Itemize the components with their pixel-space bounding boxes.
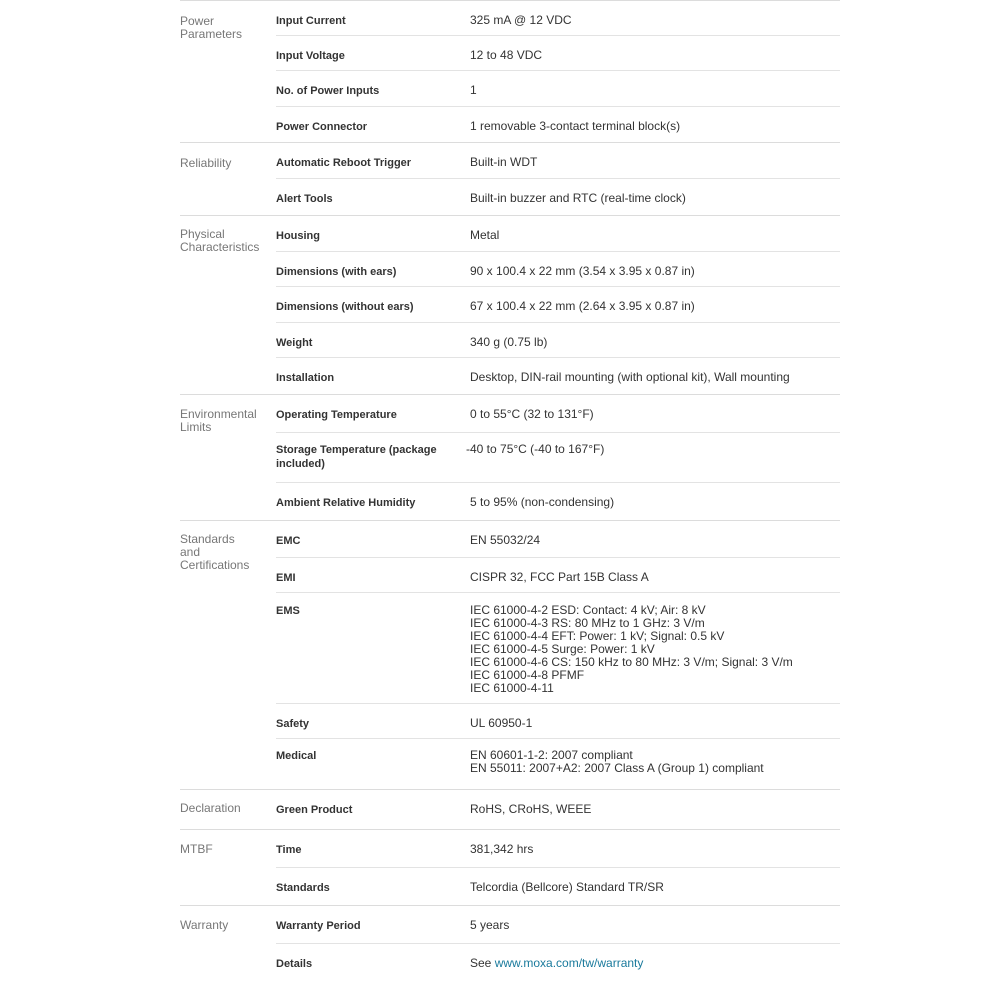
spec-value: 1 [470,83,477,97]
spec-key: No. of Power Inputs [276,85,380,97]
spec-value: Metal [470,228,500,242]
spec-table [180,0,840,980]
section-label: Physical Characteristics [180,227,260,254]
spec-value: 5 to 95% (non-condensing) [470,495,615,509]
spec-value: 90 x 100.4 x 22 mm (3.54 x 3.95 x 0.87 in) [470,264,695,278]
spec-section-warranty [180,905,840,980]
spec-row-input-current [276,1,840,36]
spec-key: Housing [276,230,320,242]
spec-row-weight [276,323,840,358]
spec-key: Input Voltage [276,50,345,62]
spec-section-reliability [180,142,840,215]
section-label: MTBF [180,842,213,856]
section-label: Warranty [180,918,229,932]
spec-key: EMI [276,572,296,584]
spec-row-ambient-relative-humidity [276,483,840,520]
spec-value: 340 g (0.75 lb) [470,335,548,349]
section-rows [276,216,840,394]
spec-row-storage-temperature-package-included [276,433,840,483]
spec-key: EMS [276,605,300,617]
section-label: Environmental Limits [180,407,257,434]
spec-value [470,957,840,980]
spec-section-declaration [180,789,840,829]
spec-row-automatic-reboot-trigger [276,143,840,179]
section-label: Reliability [180,156,232,170]
spec-key: Alert Tools [276,193,333,205]
spec-key: Warranty Period [276,920,361,932]
spec-value: 5 years [470,918,510,932]
section-label: Power Parameters [180,14,243,41]
spec-row-standards [276,868,840,905]
spec-row-operating-temperature [276,395,840,433]
spec-key: Storage Temperature (package included) [276,444,437,470]
spec-key: Details [276,958,313,970]
section-rows [276,830,840,905]
details-prefix: See [470,956,495,970]
section-rows [276,906,840,980]
spec-section-environmental-limits [180,394,840,520]
spec-row-emi [276,558,840,593]
spec-value: 381,342 hrs [470,842,534,856]
spec-value: UL 60950-1 [470,716,533,730]
spec-value: EN 60601-1-2: 2007 compliant EN 55011: 2007+A2: 2007 Class A (Group 1) compliant [470,748,764,775]
spec-row-alert-tools [276,179,840,215]
spec-key: Standards [276,882,330,894]
section-label: Declaration [180,801,241,815]
spec-row-time [276,830,840,868]
section-rows [276,395,840,520]
spec-row-power-connector [276,107,840,142]
spec-key: Medical [276,750,317,762]
spec-value: 67 x 100.4 x 22 mm (2.64 x 3.95 x 0.87 in) [470,299,695,313]
spec-section-power-parameters [180,1,840,142]
spec-key: Green Product [276,804,353,816]
spec-row-dimensions-with-ears [276,252,840,287]
section-label: Standards and Certifications [180,532,250,572]
spec-row-safety [276,704,840,739]
spec-value: 0 to 55°C (32 to 131°F) [470,407,594,421]
spec-value: 12 to 48 VDC [470,48,543,62]
spec-key: Power Connector [276,121,368,133]
spec-key: Automatic Reboot Trigger [276,157,412,169]
spec-row-ems [276,593,840,704]
spec-value: 1 removable 3-contact terminal block(s) [470,119,681,133]
spec-value: Built-in buzzer and RTC (real-time clock) [470,191,686,205]
spec-key: Weight [276,337,313,349]
spec-row-warranty-period [276,906,840,944]
section-rows [276,521,840,789]
spec-key: Time [276,844,302,856]
spec-value: IEC 61000-4-2 ESD: Contact: 4 kV; Air: 8 kV IEC 61000-4-3 RS: 80 MHz to 1 GHz: 3 V/m IEC 61000-4-4 EFT: Power: 1 kV; Signal: 0.5 kV IEC 61000-4-5 Surge: Power: 1 kV IEC 61000-4-6 CS: 150 kHz to 80 MHz: 3 V/m; Signal: 3 V/m IEC 61000-4-8 PFMF IEC 61000-4-11 [470,603,793,695]
spec-value: Desktop, DIN-rail mounting (with optional kit), Wall mounting [470,370,790,384]
section-rows [276,143,840,215]
spec-value: 325 mA @ 12 VDC [470,13,572,27]
spec-row-details [276,944,840,980]
spec-value: Built-in WDT [470,155,538,169]
spec-value: -40 to 75°C (-40 to 167°F) [466,442,605,456]
spec-key: Input Current [276,15,346,27]
section-rows [276,790,840,829]
spec-key: Dimensions (with ears) [276,266,397,278]
spec-key: Dimensions (without ears) [276,301,414,313]
spec-row-dimensions-without-ears [276,287,840,323]
spec-row-no-of-power-inputs [276,71,840,107]
spec-key: Safety [276,718,310,730]
spec-section-mtbf [180,829,840,905]
spec-section-physical-characteristics [180,215,840,394]
spec-value: RoHS, CRoHS, WEEE [470,802,592,816]
warranty-link[interactable]: www.moxa.com/tw/warranty [494,956,644,970]
spec-row-installation [276,358,840,394]
spec-row-input-voltage [276,36,840,71]
spec-row-green-product [276,790,840,829]
spec-key: Operating Temperature [276,409,397,421]
spec-value: CISPR 32, FCC Part 15B Class A [470,570,649,584]
spec-row-medical [276,739,840,789]
spec-value: EN 55032/24 [470,533,541,547]
spec-row-emc [276,521,840,558]
spec-row-housing [276,216,840,252]
spec-key: Ambient Relative Humidity [276,497,416,509]
spec-key: EMC [276,535,301,547]
section-rows [276,1,840,142]
spec-value: Telcordia (Bellcore) Standard TR/SR [470,880,664,894]
spec-section-standards-and-certifications [180,520,840,789]
spec-key: Installation [276,372,335,384]
